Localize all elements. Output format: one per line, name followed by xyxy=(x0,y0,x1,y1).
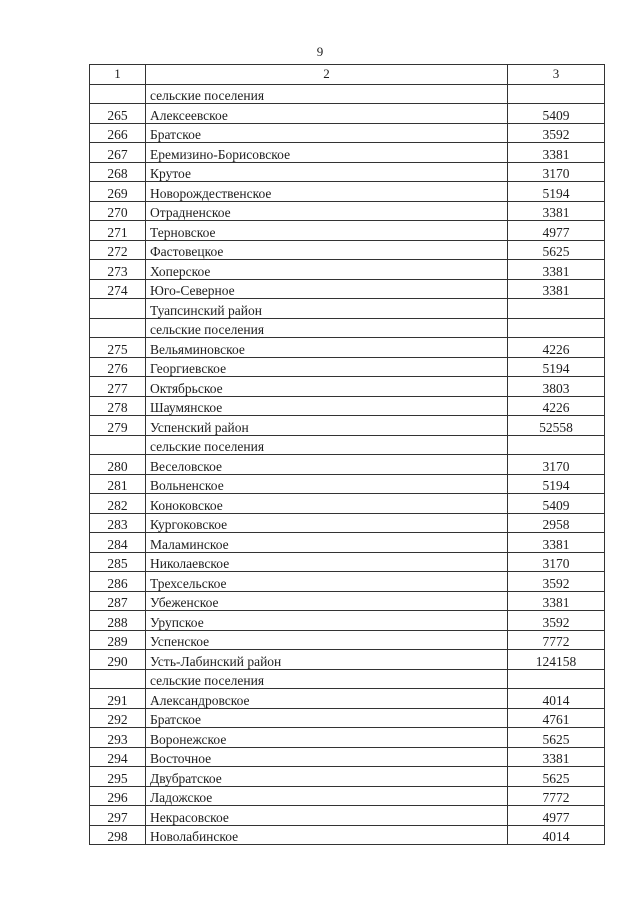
amount-value: 5194 xyxy=(508,182,605,202)
row-number: 277 xyxy=(90,377,146,397)
amount-value: 3170 xyxy=(508,162,605,182)
settlement-name: Георгиевское xyxy=(146,357,508,377)
settlement-name: Кургоковское xyxy=(146,513,508,533)
settlement-name: Воронежское xyxy=(146,728,508,748)
settlement-name: Веселовское xyxy=(146,455,508,475)
table-row xyxy=(90,533,605,553)
settlement-name: Фастовецкое xyxy=(146,240,508,260)
amount-value: 7772 xyxy=(508,630,605,650)
settlement-name: Усть-Лабинский район xyxy=(146,650,508,670)
amount-value: 3170 xyxy=(508,552,605,572)
table-row xyxy=(90,260,605,280)
amount-value: 5625 xyxy=(508,767,605,787)
settlement-name: Успенский район xyxy=(146,416,508,436)
table-row xyxy=(90,786,605,806)
row-number: 296 xyxy=(90,786,146,806)
row-number xyxy=(90,435,146,455)
settlement-name: Успенское xyxy=(146,630,508,650)
row-number: 286 xyxy=(90,572,146,592)
amount-value: 4014 xyxy=(508,689,605,709)
row-number: 288 xyxy=(90,611,146,631)
settlement-name: Восточное xyxy=(146,747,508,767)
row-number: 280 xyxy=(90,455,146,475)
row-number: 287 xyxy=(90,591,146,611)
table-row xyxy=(90,299,605,319)
row-number: 295 xyxy=(90,767,146,787)
amount-value: 3381 xyxy=(508,201,605,221)
amount-value: 3381 xyxy=(508,591,605,611)
row-number: 270 xyxy=(90,201,146,221)
amount-value: 124158 xyxy=(508,650,605,670)
row-number: 268 xyxy=(90,162,146,182)
row-number: 276 xyxy=(90,357,146,377)
row-number xyxy=(90,318,146,338)
table-row xyxy=(90,650,605,670)
row-number: 291 xyxy=(90,689,146,709)
settlement-name: Еремизино-Борисовское xyxy=(146,143,508,163)
amount-value: 4977 xyxy=(508,806,605,826)
amount-value xyxy=(508,84,605,104)
row-number: 294 xyxy=(90,747,146,767)
amount-value: 52558 xyxy=(508,416,605,436)
row-number: 269 xyxy=(90,182,146,202)
settlement-name: Урупское xyxy=(146,611,508,631)
settlement-name: Крутое xyxy=(146,162,508,182)
table-row xyxy=(90,611,605,631)
amount-value xyxy=(508,318,605,338)
amount-value: 4977 xyxy=(508,221,605,241)
row-number: 281 xyxy=(90,474,146,494)
amount-value: 3381 xyxy=(508,260,605,280)
row-number: 285 xyxy=(90,552,146,572)
table-row xyxy=(90,279,605,299)
settlement-name: Убеженское xyxy=(146,591,508,611)
row-number: 274 xyxy=(90,279,146,299)
row-number: 272 xyxy=(90,240,146,260)
settlement-name: Николаевское xyxy=(146,552,508,572)
settlement-name: Юго-Северное xyxy=(146,279,508,299)
table-row xyxy=(90,689,605,709)
row-number: 290 xyxy=(90,650,146,670)
amount-value: 3381 xyxy=(508,747,605,767)
row-number: 279 xyxy=(90,416,146,436)
table-row xyxy=(90,552,605,572)
settlement-name: Октябрьское xyxy=(146,377,508,397)
row-number xyxy=(90,669,146,689)
settlement-name: Александровское xyxy=(146,689,508,709)
settlement-name: Вольненское xyxy=(146,474,508,494)
row-number: 289 xyxy=(90,630,146,650)
amount-value: 5194 xyxy=(508,357,605,377)
table-row xyxy=(90,825,605,845)
settlement-name: сельские поселения xyxy=(146,318,508,338)
amount-value: 3381 xyxy=(508,143,605,163)
settlement-name: Коноковское xyxy=(146,494,508,514)
amount-value: 3381 xyxy=(508,279,605,299)
table-row xyxy=(90,377,605,397)
table-row xyxy=(90,455,605,475)
amount-value: 4226 xyxy=(508,396,605,416)
amount-value: 3592 xyxy=(508,572,605,592)
table-row xyxy=(90,435,605,455)
table-row xyxy=(90,474,605,494)
settlement-name: Двубратское xyxy=(146,767,508,787)
header-col-3: 3 xyxy=(508,65,605,85)
table-row xyxy=(90,747,605,767)
table-row xyxy=(90,201,605,221)
table-row xyxy=(90,728,605,748)
amount-value: 5409 xyxy=(508,104,605,124)
amount-value: 3381 xyxy=(508,533,605,553)
amount-value: 3592 xyxy=(508,611,605,631)
amount-value xyxy=(508,669,605,689)
amount-value: 5409 xyxy=(508,494,605,514)
table-row xyxy=(90,572,605,592)
row-number: 293 xyxy=(90,728,146,748)
row-number: 266 xyxy=(90,123,146,143)
row-number: 298 xyxy=(90,825,146,845)
header-col-2: 2 xyxy=(146,65,508,85)
amount-value: 5625 xyxy=(508,240,605,260)
row-number: 297 xyxy=(90,806,146,826)
table-row xyxy=(90,182,605,202)
table-row xyxy=(90,767,605,787)
row-number: 282 xyxy=(90,494,146,514)
settlement-name: Маламинское xyxy=(146,533,508,553)
table-body xyxy=(90,65,605,845)
settlement-name: Шаумянское xyxy=(146,396,508,416)
row-number xyxy=(90,299,146,319)
page-number: 9 xyxy=(316,44,324,59)
row-number: 275 xyxy=(90,338,146,358)
table-row xyxy=(90,669,605,689)
amount-value xyxy=(508,435,605,455)
table-row xyxy=(90,708,605,728)
settlement-name: сельские поселения xyxy=(146,669,508,689)
settlement-name: сельские поселения xyxy=(146,435,508,455)
table-row xyxy=(90,162,605,182)
amount-value xyxy=(508,299,605,319)
amount-value: 4226 xyxy=(508,338,605,358)
settlement-name: сельские поселения xyxy=(146,84,508,104)
amount-value: 4761 xyxy=(508,708,605,728)
settlement-name: Алексеевское xyxy=(146,104,508,124)
settlement-name: Туапсинский район xyxy=(146,299,508,319)
table-row xyxy=(90,591,605,611)
row-number: 292 xyxy=(90,708,146,728)
table-row xyxy=(90,416,605,436)
table-row xyxy=(90,396,605,416)
table-row xyxy=(90,143,605,163)
table-row xyxy=(90,338,605,358)
table-row xyxy=(90,104,605,124)
municipal-table xyxy=(89,64,605,845)
table-header-row xyxy=(90,65,605,85)
settlement-name: Братское xyxy=(146,708,508,728)
amount-value: 2958 xyxy=(508,513,605,533)
row-number: 283 xyxy=(90,513,146,533)
amount-value: 5625 xyxy=(508,728,605,748)
row-number: 271 xyxy=(90,221,146,241)
settlement-name: Терновское xyxy=(146,221,508,241)
table-row xyxy=(90,221,605,241)
amount-value: 4014 xyxy=(508,825,605,845)
settlement-name: Трехсельское xyxy=(146,572,508,592)
table-row xyxy=(90,630,605,650)
table-row xyxy=(90,806,605,826)
row-number: 267 xyxy=(90,143,146,163)
row-number: 278 xyxy=(90,396,146,416)
settlement-name: Хоперское xyxy=(146,260,508,280)
amount-value: 7772 xyxy=(508,786,605,806)
amount-value: 3170 xyxy=(508,455,605,475)
amount-value: 3592 xyxy=(508,123,605,143)
table-row xyxy=(90,357,605,377)
settlement-name: Братское xyxy=(146,123,508,143)
header-col-1: 1 xyxy=(90,65,146,85)
amount-value: 3803 xyxy=(508,377,605,397)
row-number: 273 xyxy=(90,260,146,280)
settlement-name: Отрадненское xyxy=(146,201,508,221)
table-row xyxy=(90,240,605,260)
table-row xyxy=(90,494,605,514)
settlement-name: Некрасовское xyxy=(146,806,508,826)
row-number: 265 xyxy=(90,104,146,124)
table-row xyxy=(90,318,605,338)
settlement-name: Вельяминовское xyxy=(146,338,508,358)
table-row xyxy=(90,513,605,533)
row-number: 284 xyxy=(90,533,146,553)
amount-value: 5194 xyxy=(508,474,605,494)
settlement-name: Новорождественское xyxy=(146,182,508,202)
settlement-name: Новолабинское xyxy=(146,825,508,845)
table-row xyxy=(90,84,605,104)
table-row xyxy=(90,123,605,143)
settlement-name: Ладожское xyxy=(146,786,508,806)
row-number xyxy=(90,84,146,104)
